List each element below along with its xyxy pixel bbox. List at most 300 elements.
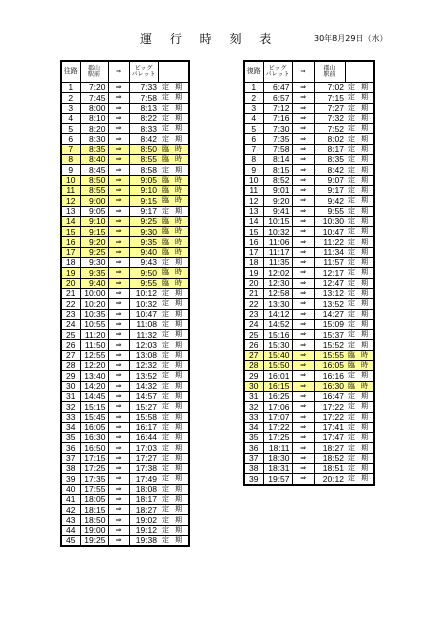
service-type: 定 期 bbox=[158, 443, 189, 453]
trip-number: 19 bbox=[244, 268, 263, 278]
trip-number: 39 bbox=[244, 474, 263, 485]
trip-number: 20 bbox=[61, 278, 80, 288]
trip-number: 29 bbox=[61, 371, 80, 381]
arrival-time: 7:02 bbox=[314, 83, 345, 93]
departure-time: 15:16 bbox=[263, 330, 292, 340]
arrow: ⇒ bbox=[108, 103, 129, 113]
trip-number: 35 bbox=[61, 433, 80, 443]
table-row bbox=[244, 196, 374, 206]
table-row bbox=[244, 381, 374, 391]
arrival-time: 16:44 bbox=[129, 433, 158, 443]
arrival-time: 12:03 bbox=[129, 340, 158, 350]
departure-time: 7:30 bbox=[263, 124, 292, 134]
outbound-rows bbox=[61, 83, 189, 547]
table-row bbox=[244, 83, 374, 93]
departure-time: 11:50 bbox=[80, 340, 108, 350]
table-row bbox=[244, 237, 374, 247]
return-header-row bbox=[244, 61, 374, 83]
departure-time: 7:16 bbox=[263, 113, 292, 123]
service-type: 定 期 bbox=[345, 278, 374, 288]
service-type: 定 期 bbox=[158, 113, 189, 123]
trip-number: 3 bbox=[244, 103, 263, 113]
table-row bbox=[61, 330, 189, 340]
service-type: 定 期 bbox=[345, 196, 374, 206]
arrival-time: 12:47 bbox=[314, 278, 345, 288]
arrival-time: 8:50 bbox=[129, 144, 158, 154]
arrival-time: 7:58 bbox=[129, 93, 158, 103]
trip-number: 15 bbox=[244, 227, 263, 237]
departure-time: 18:11 bbox=[263, 443, 292, 453]
arrival-time: 18:17 bbox=[129, 494, 158, 504]
service-type: 定 期 bbox=[345, 155, 374, 165]
table-row bbox=[61, 391, 189, 401]
departure-time: 13:40 bbox=[80, 371, 108, 381]
service-type: 定 期 bbox=[345, 340, 374, 350]
departure-time: 15:40 bbox=[263, 350, 292, 360]
departure-time: 17:07 bbox=[263, 412, 292, 422]
departure-time: 15:45 bbox=[80, 412, 108, 422]
table-row bbox=[244, 155, 374, 165]
arrow: ⇒ bbox=[108, 185, 129, 195]
departure-time: 16:30 bbox=[80, 433, 108, 443]
service-type: 定 期 bbox=[158, 350, 189, 360]
table-row bbox=[244, 268, 374, 278]
trip-number: 2 bbox=[61, 93, 80, 103]
arrow: ⇒ bbox=[292, 124, 314, 134]
arrival-time: 9:25 bbox=[129, 216, 158, 226]
table-row bbox=[244, 391, 374, 401]
arrival-time: 17:47 bbox=[314, 433, 345, 443]
departure-time: 8:10 bbox=[80, 113, 108, 123]
arrival-time: 13:52 bbox=[129, 371, 158, 381]
arrow: ⇒ bbox=[108, 227, 129, 237]
service-type: 定 期 bbox=[158, 494, 189, 504]
arrival-time: 8:55 bbox=[129, 155, 158, 165]
departure-time: 18:31 bbox=[263, 463, 292, 473]
service-type: 定 期 bbox=[158, 124, 189, 134]
service-type: 定 期 bbox=[158, 371, 189, 381]
service-type: 定 期 bbox=[345, 433, 374, 443]
service-type: 定 期 bbox=[158, 505, 189, 515]
arrow: ⇒ bbox=[108, 309, 129, 319]
service-type: 定 期 bbox=[158, 515, 189, 525]
service-type: 定 期 bbox=[158, 330, 189, 340]
trip-number: 8 bbox=[244, 155, 263, 165]
service-type: 臨 時 bbox=[158, 196, 189, 206]
arrow: ⇒ bbox=[108, 124, 129, 134]
arrow: ⇒ bbox=[108, 206, 129, 216]
arrow: ⇒ bbox=[292, 206, 314, 216]
arrival-time: 17:22 bbox=[314, 402, 345, 412]
arrow: ⇒ bbox=[292, 350, 314, 360]
departure-time: 12:58 bbox=[263, 288, 292, 298]
arrival-time: 19:38 bbox=[129, 536, 158, 547]
trip-number: 25 bbox=[244, 330, 263, 340]
table-row bbox=[244, 361, 374, 371]
departure-time: 8:20 bbox=[80, 124, 108, 134]
service-type: 臨 時 bbox=[158, 144, 189, 154]
arrival-time: 9:55 bbox=[129, 278, 158, 288]
departure-time: 19:00 bbox=[80, 525, 108, 535]
arrow: ⇒ bbox=[108, 361, 129, 371]
arrow: ⇒ bbox=[108, 165, 129, 175]
table-row bbox=[61, 124, 189, 134]
service-type: 定 期 bbox=[345, 453, 374, 463]
departure-time: 8:00 bbox=[80, 103, 108, 113]
table-row bbox=[244, 175, 374, 185]
arrow: ⇒ bbox=[292, 299, 314, 309]
trip-number: 5 bbox=[61, 124, 80, 134]
arrival-time: 9:17 bbox=[314, 185, 345, 195]
arrow: ⇒ bbox=[108, 412, 129, 422]
trip-number: 22 bbox=[61, 299, 80, 309]
arrow: ⇒ bbox=[292, 134, 314, 144]
arrow: ⇒ bbox=[292, 371, 314, 381]
service-type: 臨 時 bbox=[158, 247, 189, 257]
arrow: ⇒ bbox=[292, 288, 314, 298]
arrow: ⇒ bbox=[292, 196, 314, 206]
trip-number: 27 bbox=[61, 350, 80, 360]
arrival-time: 8:22 bbox=[129, 113, 158, 123]
arrival-time: 9:30 bbox=[129, 227, 158, 237]
arrival-time: 8:17 bbox=[314, 144, 345, 154]
outbound-header-to: ビッグ パレット bbox=[129, 61, 158, 83]
arrival-time: 18:52 bbox=[314, 453, 345, 463]
arrow: ⇒ bbox=[292, 412, 314, 422]
departure-time: 6:47 bbox=[263, 83, 292, 93]
departure-time: 11:20 bbox=[80, 330, 108, 340]
table-row bbox=[244, 422, 374, 432]
table-row bbox=[61, 505, 189, 515]
arrival-time: 15:58 bbox=[129, 412, 158, 422]
service-type: 定 期 bbox=[345, 443, 374, 453]
arrival-time: 11:34 bbox=[314, 247, 345, 257]
departure-time: 19:57 bbox=[263, 474, 292, 485]
trip-number: 4 bbox=[244, 113, 263, 123]
arrow: ⇒ bbox=[108, 196, 129, 206]
departure-time: 17:55 bbox=[80, 484, 108, 494]
service-type: 定 期 bbox=[158, 288, 189, 298]
arrival-time: 13:52 bbox=[314, 299, 345, 309]
arrival-time: 9:50 bbox=[129, 268, 158, 278]
trip-number: 37 bbox=[61, 453, 80, 463]
service-type: 定 期 bbox=[158, 453, 189, 463]
departure-time: 18:30 bbox=[263, 453, 292, 463]
service-type: 定 期 bbox=[158, 381, 189, 391]
departure-time: 8:45 bbox=[80, 165, 108, 175]
departure-time: 9:00 bbox=[80, 196, 108, 206]
table-row bbox=[61, 237, 189, 247]
trip-number: 26 bbox=[61, 340, 80, 350]
trip-number: 7 bbox=[244, 144, 263, 154]
departure-time: 16:15 bbox=[263, 381, 292, 391]
service-type: 定 期 bbox=[158, 340, 189, 350]
trip-number: 28 bbox=[61, 361, 80, 371]
service-type: 臨 時 bbox=[158, 227, 189, 237]
trip-number: 32 bbox=[244, 402, 263, 412]
departure-time: 8:50 bbox=[80, 175, 108, 185]
outbound-header-row bbox=[61, 61, 189, 83]
table-row bbox=[244, 113, 374, 123]
arrow: ⇒ bbox=[108, 175, 129, 185]
arrival-time: 7:32 bbox=[314, 113, 345, 123]
table-row bbox=[244, 134, 374, 144]
table-row bbox=[61, 134, 189, 144]
arrival-time: 10:32 bbox=[129, 299, 158, 309]
departure-time: 15:50 bbox=[263, 361, 292, 371]
arrow: ⇒ bbox=[108, 268, 129, 278]
outbound-timetable bbox=[60, 60, 190, 547]
arrow: ⇒ bbox=[292, 433, 314, 443]
arrival-time: 18:27 bbox=[129, 505, 158, 515]
arrival-time: 14:27 bbox=[314, 309, 345, 319]
arrival-time: 8:33 bbox=[129, 124, 158, 134]
service-type: 定 期 bbox=[158, 484, 189, 494]
trip-number: 5 bbox=[244, 124, 263, 134]
service-type: 定 期 bbox=[158, 474, 189, 484]
departure-time: 12:02 bbox=[263, 268, 292, 278]
trip-number: 40 bbox=[61, 484, 80, 494]
departure-time: 8:55 bbox=[80, 185, 108, 195]
trip-number: 34 bbox=[244, 422, 263, 432]
service-type: 臨 時 bbox=[158, 268, 189, 278]
table-row bbox=[61, 515, 189, 525]
trip-number: 17 bbox=[61, 247, 80, 257]
service-type: 定 期 bbox=[345, 113, 374, 123]
departure-time: 17:35 bbox=[80, 474, 108, 484]
table-row bbox=[244, 299, 374, 309]
trip-number: 36 bbox=[244, 443, 263, 453]
arrival-time: 8:02 bbox=[314, 134, 345, 144]
service-type: 定 期 bbox=[158, 258, 189, 268]
table-row bbox=[244, 258, 374, 268]
departure-time: 10:32 bbox=[263, 227, 292, 237]
trip-number: 17 bbox=[244, 247, 263, 257]
trip-number: 41 bbox=[61, 494, 80, 504]
table-row bbox=[61, 113, 189, 123]
trip-number: 26 bbox=[244, 340, 263, 350]
outbound-header-type bbox=[158, 61, 189, 83]
departure-time: 7:58 bbox=[263, 144, 292, 154]
trip-number: 13 bbox=[61, 206, 80, 216]
arrow: ⇒ bbox=[108, 237, 129, 247]
table-row bbox=[244, 288, 374, 298]
table-row bbox=[244, 371, 374, 381]
service-type: 定 期 bbox=[345, 124, 374, 134]
arrival-time: 15:52 bbox=[314, 340, 345, 350]
departure-time: 15:15 bbox=[80, 402, 108, 412]
trip-number: 29 bbox=[244, 371, 263, 381]
table-row bbox=[61, 402, 189, 412]
service-type: 定 期 bbox=[158, 525, 189, 535]
departure-time: 16:05 bbox=[80, 422, 108, 432]
arrow: ⇒ bbox=[292, 443, 314, 453]
table-row bbox=[61, 381, 189, 391]
trip-number: 35 bbox=[244, 433, 263, 443]
table-row bbox=[61, 103, 189, 113]
arrow: ⇒ bbox=[108, 474, 129, 484]
arrow: ⇒ bbox=[292, 340, 314, 350]
arrow: ⇒ bbox=[292, 144, 314, 154]
arrow: ⇒ bbox=[108, 144, 129, 154]
departure-time: 14:12 bbox=[263, 309, 292, 319]
service-type: 臨 時 bbox=[158, 216, 189, 226]
service-type: 定 期 bbox=[158, 165, 189, 175]
arrow: ⇒ bbox=[108, 391, 129, 401]
arrow: ⇒ bbox=[292, 237, 314, 247]
departure-time: 10:55 bbox=[80, 319, 108, 329]
service-type: 定 期 bbox=[345, 258, 374, 268]
arrival-time: 9:17 bbox=[129, 206, 158, 216]
arrow: ⇒ bbox=[292, 453, 314, 463]
trip-number: 31 bbox=[244, 391, 263, 401]
arrow: ⇒ bbox=[292, 361, 314, 371]
service-type: 定 期 bbox=[158, 361, 189, 371]
outbound-header-arrow: ⇒ bbox=[108, 61, 129, 83]
arrow: ⇒ bbox=[292, 474, 314, 485]
arrival-time: 17:27 bbox=[129, 453, 158, 463]
service-type: 定 期 bbox=[345, 216, 374, 226]
arrow: ⇒ bbox=[108, 155, 129, 165]
departure-time: 14:52 bbox=[263, 319, 292, 329]
arrival-time: 9:15 bbox=[129, 196, 158, 206]
trip-number: 10 bbox=[61, 175, 80, 185]
arrival-time: 10:12 bbox=[129, 288, 158, 298]
table-row bbox=[61, 93, 189, 103]
table-row bbox=[61, 268, 189, 278]
arrival-time: 9:05 bbox=[129, 175, 158, 185]
arrival-time: 7:52 bbox=[314, 124, 345, 134]
departure-time: 17:25 bbox=[80, 463, 108, 473]
service-type: 定 期 bbox=[158, 93, 189, 103]
departure-time: 16:50 bbox=[80, 443, 108, 453]
arrival-time: 16:30 bbox=[314, 381, 345, 391]
arrow: ⇒ bbox=[108, 83, 129, 93]
service-type: 定 期 bbox=[345, 391, 374, 401]
departure-time: 16:25 bbox=[263, 391, 292, 401]
page-date: 30年8月29日（水） bbox=[314, 34, 388, 43]
departure-time: 8:35 bbox=[80, 144, 108, 154]
arrow: ⇒ bbox=[292, 258, 314, 268]
service-type: 定 期 bbox=[345, 83, 374, 93]
table-row bbox=[61, 350, 189, 360]
table-row bbox=[61, 463, 189, 473]
arrival-time: 16:05 bbox=[314, 361, 345, 371]
arrow: ⇒ bbox=[292, 93, 314, 103]
trip-number: 30 bbox=[61, 381, 80, 391]
service-type: 定 期 bbox=[345, 463, 374, 473]
trip-number: 21 bbox=[244, 288, 263, 298]
trip-number: 28 bbox=[244, 361, 263, 371]
arrow: ⇒ bbox=[292, 83, 314, 93]
departure-time: 18:50 bbox=[80, 515, 108, 525]
trip-number: 8 bbox=[61, 155, 80, 165]
arrow: ⇒ bbox=[108, 402, 129, 412]
trip-number: 18 bbox=[244, 258, 263, 268]
service-type: 定 期 bbox=[345, 227, 374, 237]
table-row bbox=[244, 350, 374, 360]
table-row bbox=[61, 165, 189, 175]
arrival-time: 7:15 bbox=[314, 93, 345, 103]
arrival-time: 14:32 bbox=[129, 381, 158, 391]
arrival-time: 20:12 bbox=[314, 474, 345, 485]
service-type: 定 期 bbox=[345, 206, 374, 216]
departure-time: 8:15 bbox=[263, 165, 292, 175]
table-row bbox=[61, 412, 189, 422]
trip-number: 22 bbox=[244, 299, 263, 309]
return-header-from: ビッグ パレット bbox=[263, 61, 292, 83]
departure-time: 12:30 bbox=[263, 278, 292, 288]
service-type: 定 期 bbox=[158, 134, 189, 144]
table-row bbox=[61, 433, 189, 443]
arrow: ⇒ bbox=[108, 371, 129, 381]
table-row bbox=[61, 175, 189, 185]
arrow: ⇒ bbox=[108, 247, 129, 257]
arrival-time: 9:40 bbox=[129, 247, 158, 257]
trip-number: 16 bbox=[244, 237, 263, 247]
service-type: 臨 時 bbox=[158, 175, 189, 185]
arrow: ⇒ bbox=[108, 319, 129, 329]
arrow: ⇒ bbox=[108, 288, 129, 298]
departure-time: 17:25 bbox=[263, 433, 292, 443]
arrow: ⇒ bbox=[108, 443, 129, 453]
arrow: ⇒ bbox=[108, 216, 129, 226]
trip-number: 27 bbox=[244, 350, 263, 360]
arrival-time: 15:37 bbox=[314, 330, 345, 340]
table-row bbox=[61, 422, 189, 432]
service-type: 定 期 bbox=[158, 309, 189, 319]
table-row bbox=[61, 196, 189, 206]
departure-time: 18:05 bbox=[80, 494, 108, 504]
arrival-time: 8:42 bbox=[129, 134, 158, 144]
arrow: ⇒ bbox=[292, 278, 314, 288]
trip-number: 7 bbox=[61, 144, 80, 154]
table-row bbox=[244, 330, 374, 340]
service-type: 定 期 bbox=[345, 309, 374, 319]
departure-time: 15:30 bbox=[263, 340, 292, 350]
arrow: ⇒ bbox=[292, 381, 314, 391]
departure-time: 17:22 bbox=[263, 422, 292, 432]
table-row bbox=[61, 83, 189, 93]
departure-time: 9:10 bbox=[80, 216, 108, 226]
table-row bbox=[61, 443, 189, 453]
service-type: 定 期 bbox=[345, 422, 374, 432]
arrival-time: 17:38 bbox=[129, 463, 158, 473]
table-row bbox=[244, 319, 374, 329]
arrow: ⇒ bbox=[292, 175, 314, 185]
departure-time: 9:20 bbox=[80, 237, 108, 247]
table-row bbox=[61, 155, 189, 165]
arrival-time: 18:51 bbox=[314, 463, 345, 473]
service-type: 定 期 bbox=[345, 402, 374, 412]
table-row bbox=[244, 227, 374, 237]
arrival-time: 17:49 bbox=[129, 474, 158, 484]
departure-time: 12:55 bbox=[80, 350, 108, 360]
trip-number: 16 bbox=[61, 237, 80, 247]
arrow: ⇒ bbox=[292, 463, 314, 473]
table-row bbox=[244, 247, 374, 257]
arrow: ⇒ bbox=[108, 453, 129, 463]
arrow: ⇒ bbox=[108, 381, 129, 391]
service-type: 定 期 bbox=[345, 185, 374, 195]
trip-number: 12 bbox=[61, 196, 80, 206]
arrival-time: 13:08 bbox=[129, 350, 158, 360]
service-type: 定 期 bbox=[158, 83, 189, 93]
trip-number: 2 bbox=[244, 93, 263, 103]
arrow: ⇒ bbox=[292, 155, 314, 165]
service-type: 定 期 bbox=[345, 330, 374, 340]
departure-time: 10:15 bbox=[263, 216, 292, 226]
